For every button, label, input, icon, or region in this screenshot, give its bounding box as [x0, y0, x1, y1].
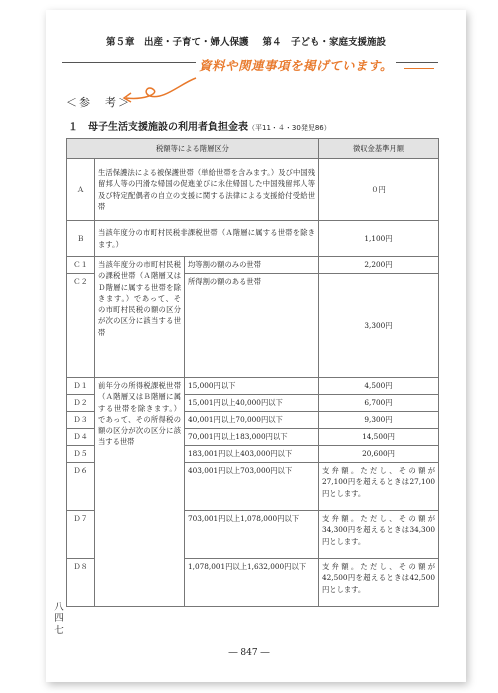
side-page-number: 八四七 [54, 602, 64, 636]
row-code: Ｄ８ [67, 559, 95, 607]
row-code: Ｄ２ [67, 395, 95, 412]
row-code: Ｄ１ [67, 378, 95, 395]
row-code: Ｃ２ [67, 274, 95, 378]
page-number: ― 847 ― [228, 648, 270, 658]
row-description: 生活保護法による被保護世帯（単給世帯を含みます。）及び中国残留邦人等の円滑な帰国の促進並びに永住帰国した中国残留邦人等及び特定配偶者の自立の支援に関する法律による支援給付受給世帯 [95, 159, 319, 221]
income-range: 15,000円以下 [185, 378, 319, 395]
section-note: （平11・４・30発児86） [248, 124, 331, 132]
d-group-description: 前年分の所得税課税世帯（Ａ階層又はＢ階層に属する世帯を除きます。）であって、その所得税の額の区分が次の区分に該当する世帯 [95, 378, 185, 607]
row-amount: ０円 [319, 159, 439, 221]
row-amount: 1,100円 [319, 221, 439, 257]
table-row [67, 159, 439, 221]
row-amount: 6,700円 [319, 395, 439, 412]
handwritten-annotation: 資料や関連事項を掲げています。 [196, 56, 396, 74]
header-chapter: 第５章 出産・子育て・婦人保護 [105, 37, 249, 48]
c-group-description: 当該年度分の市町村民税の課税世帯（Ａ階層又はＤ階層に属する世帯を除きます。）であって、その市町村民税の額の区分が次の区分に該当する世帯 [95, 257, 185, 378]
header-section: 第４ 子ども・家庭支援施設 [262, 37, 387, 48]
table-row [67, 221, 439, 257]
row-description: 所得割の額のある世帯 [185, 274, 319, 378]
annotation-arrow-icon [120, 74, 200, 104]
income-range: 183,001円以上403,000円以下 [185, 446, 319, 463]
row-amount: 14,500円 [319, 429, 439, 446]
row-amount: 支弁額。ただし、その額が34,300円を超えるときは34,300円とします。 [319, 511, 439, 559]
row-amount: 支弁額。ただし、その額が42,500円を超えるときは42,500円とします。 [319, 559, 439, 607]
row-code: Ｂ [67, 221, 95, 257]
row-amount: 20,600円 [319, 446, 439, 463]
income-range: 40,001円以上70,000円以下 [185, 412, 319, 429]
row-amount: 2,200円 [319, 257, 439, 274]
row-code: Ｄ３ [67, 412, 95, 429]
row-amount: 支弁額。ただし、その額が27,100円を超えるときは27,100円とします。 [319, 463, 439, 511]
income-range: 1,078,001円以上1,632,000円以下 [185, 559, 319, 607]
row-code: Ｄ５ [67, 446, 95, 463]
fee-table [66, 138, 439, 607]
row-code: Ｄ７ [67, 511, 95, 559]
table-header-amount: 徴収金基準月額 [319, 139, 439, 159]
row-description: 均等割の額のみの世帯 [185, 257, 319, 274]
row-code: Ａ [67, 159, 95, 221]
income-range: 403,001円以上703,000円以下 [185, 463, 319, 511]
table-row [67, 378, 439, 395]
annotation-dash [404, 68, 434, 69]
row-description: 当該年度分の市町村民税非課税世帯（Ａ階層に属する世帯を除きます。） [95, 221, 319, 257]
section-number: １ [68, 122, 78, 133]
row-code: Ｃ１ [67, 257, 95, 274]
row-amount: 3,300円 [319, 274, 439, 378]
table-header-row [67, 139, 439, 159]
running-header [56, 34, 436, 48]
section-title-text: 母子生活支援施設の利用者負担金表 [88, 122, 248, 133]
row-amount: 9,300円 [319, 412, 439, 429]
table-header-bracket: 税額等による階層区分 [67, 139, 319, 159]
income-range: 70,001円以上183,000円以下 [185, 429, 319, 446]
income-range: 703,001円以上1,078,000円以下 [185, 511, 319, 559]
reference-label: ＜参 考＞ [66, 96, 131, 109]
row-code: Ｄ６ [67, 463, 95, 511]
row-amount: 4,500円 [319, 378, 439, 395]
section-title [68, 118, 331, 133]
table-row [67, 257, 439, 274]
row-code: Ｄ４ [67, 429, 95, 446]
income-range: 15,001円以上40,000円以下 [185, 395, 319, 412]
